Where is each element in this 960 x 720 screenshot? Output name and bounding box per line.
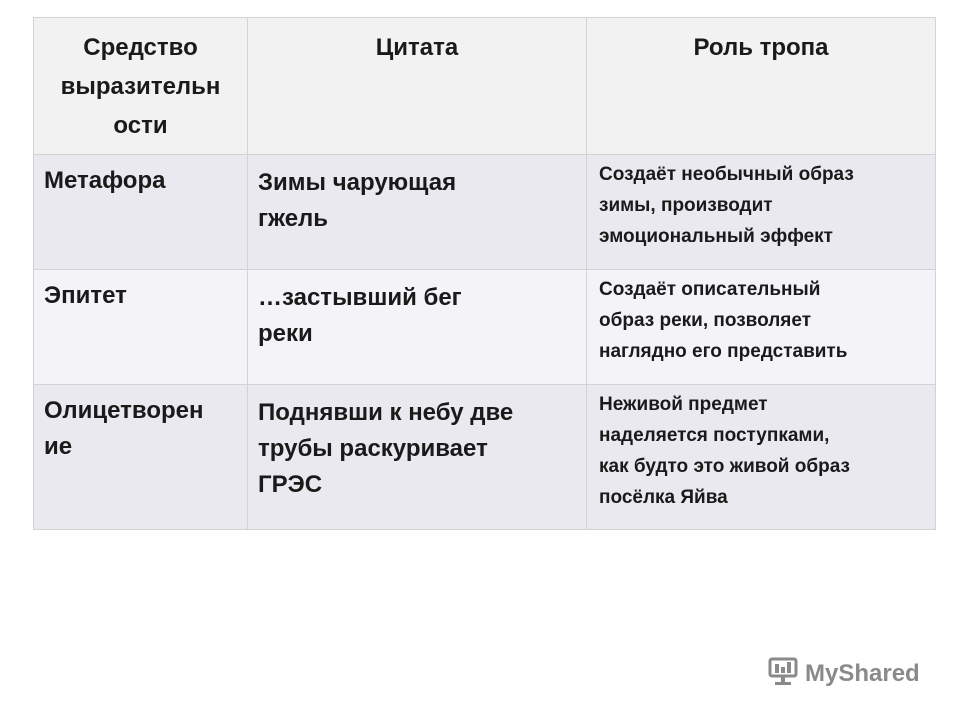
cell-line: ГРЭС bbox=[258, 471, 323, 498]
header-role bbox=[587, 18, 936, 155]
cell-line: Зимы чарующая bbox=[258, 169, 457, 196]
header-quote-line: Цитата bbox=[375, 34, 459, 61]
cell-line: как будто это живой образ bbox=[599, 456, 850, 477]
cell-line: ие bbox=[44, 433, 73, 460]
table-row bbox=[34, 270, 936, 385]
cell-line: Создаёт описательный bbox=[599, 279, 821, 300]
cell-line: Поднявши к небу две bbox=[258, 399, 514, 426]
cell-line: Неживой предмет bbox=[599, 394, 768, 415]
cell-role bbox=[587, 155, 936, 270]
header-device bbox=[34, 18, 248, 155]
cell-role bbox=[587, 270, 936, 385]
cell-line: Эпитет bbox=[44, 282, 127, 309]
cell-quote bbox=[248, 155, 587, 270]
tropes-table bbox=[33, 17, 936, 530]
cell-line: Создаёт необычный образ bbox=[599, 164, 854, 185]
cell-line: …застывший бег bbox=[258, 284, 462, 311]
table-row bbox=[34, 155, 936, 270]
header-device-line: ости bbox=[113, 112, 168, 139]
shared-icon bbox=[767, 657, 801, 692]
watermark bbox=[767, 656, 920, 692]
header-device-line: выразительн bbox=[60, 73, 221, 100]
cell-line: зимы, производит bbox=[599, 195, 773, 216]
cell-line: реки bbox=[258, 320, 313, 347]
cell-line: наглядно его представить bbox=[599, 341, 848, 362]
table-header-row bbox=[34, 18, 936, 155]
watermark-text: MyShared bbox=[805, 660, 920, 687]
header-quote bbox=[248, 18, 587, 155]
header-role-line: Роль тропа bbox=[693, 34, 829, 61]
cell-line: эмоциональный эффект bbox=[599, 226, 833, 247]
cell-line: Метафора bbox=[44, 167, 166, 194]
cell-line: посёлка Яйва bbox=[599, 487, 728, 508]
cell-line: трубы раскуривает bbox=[258, 435, 488, 462]
cell-line: образ реки, позволяет bbox=[599, 310, 812, 331]
cell-device bbox=[34, 155, 248, 270]
cell-role bbox=[587, 385, 936, 530]
cell-quote bbox=[248, 270, 587, 385]
cell-device bbox=[34, 270, 248, 385]
header-device-line: Средство bbox=[83, 34, 198, 61]
cell-device bbox=[34, 385, 248, 530]
table-row bbox=[34, 385, 936, 530]
cell-line: наделяется поступками, bbox=[599, 425, 830, 446]
cell-line: гжель bbox=[258, 205, 329, 232]
cell-quote bbox=[248, 385, 587, 530]
cell-line: Олицетворен bbox=[44, 397, 204, 424]
